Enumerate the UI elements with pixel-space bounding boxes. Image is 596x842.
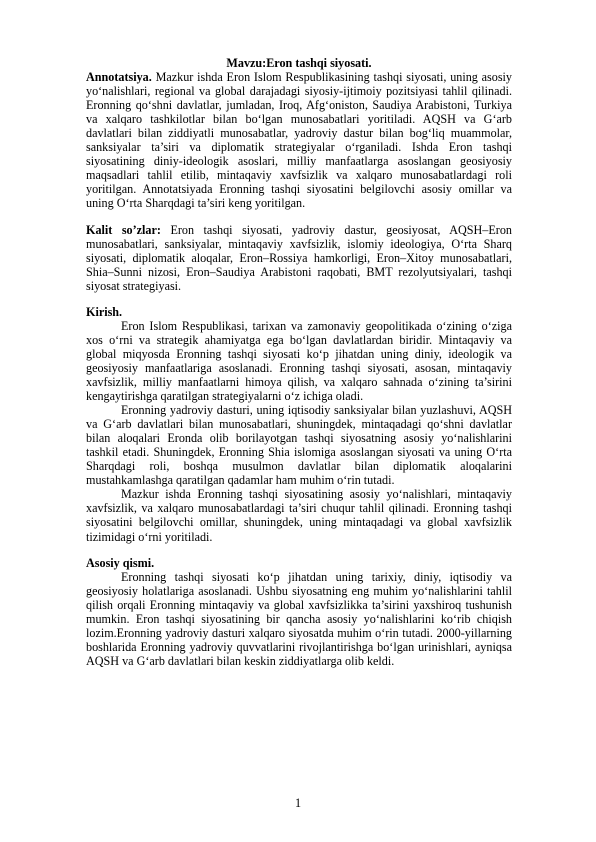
annotation-label: Annotatsiya. (86, 70, 152, 85)
main-part-heading: Asosiy qismi. (86, 555, 155, 570)
spacer (86, 293, 512, 305)
page-number: 1 (294, 796, 302, 810)
introduction-heading: Kirish. (86, 304, 123, 319)
document-title: Mavzu:Eron tashqi siyosati. (226, 56, 372, 70)
introduction-paragraph: Mazkur ishda Eronning tashqi siyosatining asosiy yo‘nalishlari, mintaqaviy xavfsizlik, va xalqaro munosabatlardagi ta’siri chuqur tahlil qilinadi. Eronning tashqi siyosatini belgilovchi omillar, shuningdek, uning mintaqadagi va global xavfsizlik tizimidagi o‘rni yoritiladi. (86, 487, 512, 544)
keywords-paragraph (86, 223, 512, 293)
annotation-text: Mazkur ishda Eron Islom Respublikasining tashqi siyosati, uning asosiy yo‘nalishlari, regional va global darajadagi siyosiy-ijtimoiy pozitsiyasi tahlil qilinadi. Eronning qo‘shni davlatlar, jumladan, Iroq, Afg‘oniston, Saudiya Arabistoni, Turkiya va xalqaro tashkilotlar bilan bo‘lgan munosabatlari yoritiladi. AQSH va G‘arb davlatlari bilan ziddiyatli munosabatlar, yadroviy dastur bilan bog‘liq muammolar, sanksiyalar ta’siri va diplomatik strategiyalar o‘rganiladi. Ishda Eron tashqi siyosatining diniy-ideologik asoslari, milliy manfaatlarga asoslangan geosiyosiy maqsadlari tahlil etilib, mintaqaviy xavfsizlik va xalqaro munosabatlardagi roli yoritilgan. Annotatsiyada Eronning tashqi siyosatini belgilovchi asosiy omillar va uning O‘rta Sharqdagi ta’siri keng yoritilgan. (86, 70, 512, 211)
spacer (86, 211, 512, 223)
keywords-text: Eron tashqi siyosati, yadroviy dastur, geosiyosat, AQSH–Eron munosabatlari, sanksiyalar, mintaqaviy xavfsizlik, islomiy ideologiya, O‘rta Sharq siyosati, diplomatik aloqalar, Eron–Rossiya hamkorligi, Eron–Xitoy munosabatlari, Shia–Sunni nizosi, Eron–Saudiya Arabistoni raqobati, BMT rezolyutsiyalari, tashqi siyosat strategiyasi. (86, 222, 512, 293)
main-part-paragraph: Eronning tashqi siyosati ko‘p jihatdan uning tarixiy, diniy, iqtisodiy va geosiyosiy holatlariga asoslanadi. Ushbu siyosatning eng muhim yo‘nalishlarini tahlil qilish orqali Eronning mintaqaviy va global xavfsizlikka ta’sirini yaxshiroq tushunish mumkin. Eron tashqi siyosatining bir qancha asosiy yo‘nalishlarini ko‘rib chiqish lozim.Eronning yadroviy dasturi xalqaro siyosatda muhim o‘rin tutadi. 2000-yillarning boshlarida Eronning yadroviy quvvatlarini rivojlantirishga bo‘lgan urinishlari, ayniqsa AQSH va G‘arb davlatlari bilan keskin ziddiyatlarga olib keldi. (86, 569, 512, 668)
page-content (86, 56, 512, 668)
spacer (86, 544, 512, 556)
annotation-paragraph (86, 70, 512, 210)
keywords-label: Kalit so’zlar: (86, 222, 161, 237)
introduction-paragraph: Eron Islom Respublikasi, tarixan va zamonaviy geopolitikada o‘zining o‘ziga xos o‘rni va strategik ahamiyatga ega bo‘lgan davlatlardan biridir. Mintaqaviy va global miqyosda Eronning tashqi siyosati ko‘p jihatdan uning diniy, ideologik va geosiyosiy manfaatlariga asoslanadi. Eronning tashqi siyosati, asosan, mintaqaviy xavfsizlik, milliy manfaatlarni himoya qilish, va xalqaro sahnada o‘zining ta’sirini kengaytirishga qaratilgan strategiyalarni o‘z ichiga oladi. (86, 318, 512, 404)
introduction-paragraph: Eronning yadroviy dasturi, uning iqtisodiy sanksiyalar bilan yuzlashuvi, AQSH va G‘arb davlatlari bilan munosabatlari, shuningdek, mintaqadagi qo‘shni davlatlar bilan aloqalari Eronda olib borilayotgan tashqi siyosatning asosiy yo‘nalishlarini tashkil etadi. Shuningdek, Eronning Shia islomiga asoslangan siyosati va uning O‘rta Sharqdagi roli, boshqa musulmon davlatlar bilan diplomatik aloqalarini mustahkamlashga qaratilgan qadamlar ham muhim o‘rin tutadi. (86, 403, 512, 488)
